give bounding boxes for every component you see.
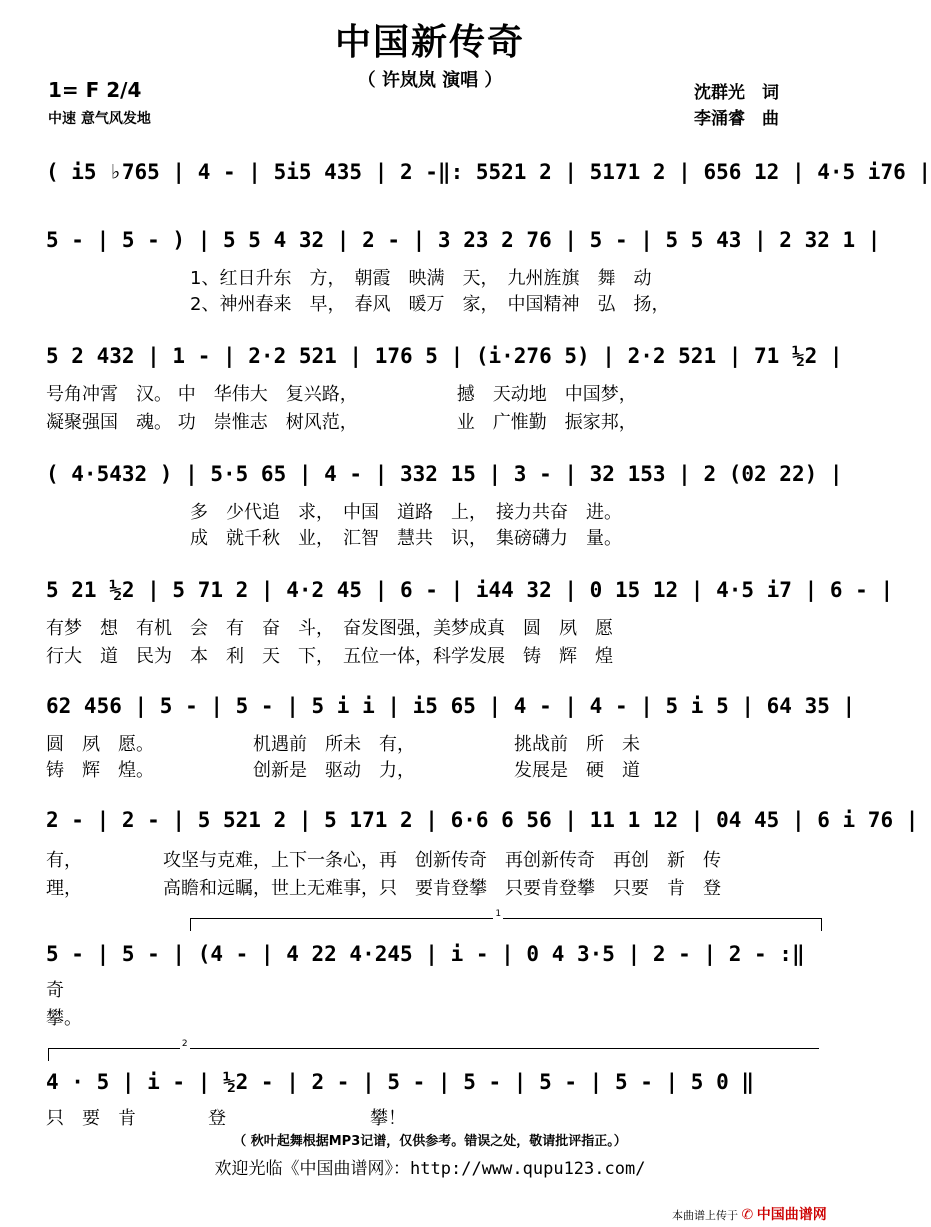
site-logo-icon: ✆ bbox=[741, 1207, 754, 1223]
score-line-7: 2 - | 2 - | 5 521 2 | 5 171 2 | 6·6 6 56 | 11 1 12 | 04 45 | 6 i 76 | bbox=[46, 808, 919, 832]
volta-bracket-1 bbox=[190, 909, 822, 931]
lyric-line-2-verse-1: 1、红日升东 方， 朝霞 映满 天， 九州旌旗 舞 动 bbox=[46, 268, 652, 289]
tempo-marking: 中速 意气风发地 bbox=[48, 111, 151, 127]
lyric-line-6-verse-1: 圆 夙 愿。 机遇前 所未 有， 挑战前 所 未 bbox=[46, 734, 640, 755]
lyric-line-5-verse-2: 行大 道 民为 本 利 天 下， 五位一体，科学发展 铸 辉 煌 bbox=[46, 646, 613, 667]
score-line-2: 5 - | 5 - ) | 5 5 4 32 | 2 - | 3 23 2 76 | 5 - | 5 5 43 | 2 32 1 | bbox=[46, 228, 881, 252]
transcriber-note: （ 秋叶起舞根据MP3记谱，仅供参考。错误之处，敬请批评指正。） bbox=[233, 1134, 627, 1149]
lyric-line-4-verse-2: 成 就千秋 业， 汇智 慧共 识， 集磅礴力 量。 bbox=[46, 528, 622, 549]
lyric-line-4-verse-1: 多 少代追 求， 中国 道路 上， 接力共奋 进。 bbox=[46, 502, 622, 523]
lyric-line-7-verse-1: 有， 攻坚与克难，上下一条心，再 创新传奇 再创新传奇 再创 新 传 bbox=[46, 850, 721, 871]
footer-upload-credit bbox=[672, 1204, 827, 1224]
lyric-line-8-verse-2: 攀。 bbox=[46, 1008, 82, 1029]
lyricist-credit: 沈群光 词 bbox=[694, 83, 779, 103]
score-line-8: 5 - | 5 - | (4 - | 4 22 4·245 | i - | 0 4 3·5 | 2 - | 2 - :‖ bbox=[46, 942, 805, 966]
score-line-3: 5 2 432 | 1 - | 2·2 521 | 176 5 | (i·276 5) | 2·2 521 | 71 ½2 | bbox=[46, 344, 843, 368]
volta-bracket-2 bbox=[48, 1039, 819, 1061]
footer-brand: 中国曲谱网 bbox=[756, 1207, 827, 1223]
lyric-line-3-verse-1: 号角冲霄 汉。 中 华伟大 复兴路， 撼 天动地 中国梦， bbox=[46, 384, 637, 405]
lyric-line-5-verse-1: 有梦 想 有机 会 有 奋 斗， 奋发图强，美梦成真 圆 夙 愿 bbox=[46, 618, 613, 639]
lyric-line-7-verse-2: 理， 高瞻和远瞩，世上无难事，只 要肯登攀 只要肯登攀 只要 肯 登 bbox=[46, 878, 721, 899]
score-line-6: 62 456 | 5 - | 5 - | 5 i i | i5 65 | 4 - | 4 - | 5 i 5 | 64 35 | bbox=[46, 694, 856, 718]
lyric-line-3-verse-2: 凝聚强国 魂。 功 崇惟志 树风范， 业 广惟勤 振家邦， bbox=[46, 412, 637, 433]
lyric-line-6-verse-2: 铸 辉 煌。 创新是 驱动 力， 发展是 硬 道 bbox=[46, 760, 640, 781]
footer-upload-label: 本曲谱上传于 bbox=[672, 1209, 738, 1222]
lyric-line-9: 只 要 肯 登 攀！ bbox=[46, 1108, 406, 1129]
composer-credit: 李涌睿 曲 bbox=[694, 109, 779, 129]
key-signature: 1= F 2/4 bbox=[48, 78, 142, 102]
volta-number-2: 2 bbox=[181, 1039, 188, 1049]
lyric-line-2-verse-2: 2、神州春来 早， 春风 暖万 家， 中国精神 弘 扬， bbox=[46, 294, 670, 315]
score-line-9: 4 · 5 | i - | ½2 - | 2 - | 5 - | 5 - | 5 - | 5 - | 5 0 ‖ bbox=[46, 1070, 755, 1094]
score-line-1: ( i5 ♭765 | 4 - | 5i5 435 | 2 -‖: 5521 2 | 5171 2 | 656 12 | 4·5 i76 | bbox=[46, 160, 931, 184]
volta-number-1: 1 bbox=[495, 909, 502, 919]
score-line-5: 5 21 ½2 | 5 71 2 | 4·2 45 | 6 - | i44 32 | 0 15 12 | 4·5 i7 | 6 - | bbox=[46, 578, 894, 602]
singer-credit: （ 许岚岚 演唱 ） bbox=[357, 70, 503, 91]
welcome-link-text: 欢迎光临《中国曲谱网》：http://www.qupu123.com/ bbox=[214, 1159, 646, 1179]
song-title: 中国新传奇 bbox=[334, 22, 525, 63]
lyric-line-8-verse-1: 奇 bbox=[46, 980, 64, 1001]
score-line-4: ( 4·5432 ) | 5·5 65 | 4 - | 332 15 | 3 - | 32 153 | 2 (02 22) | bbox=[46, 462, 843, 486]
